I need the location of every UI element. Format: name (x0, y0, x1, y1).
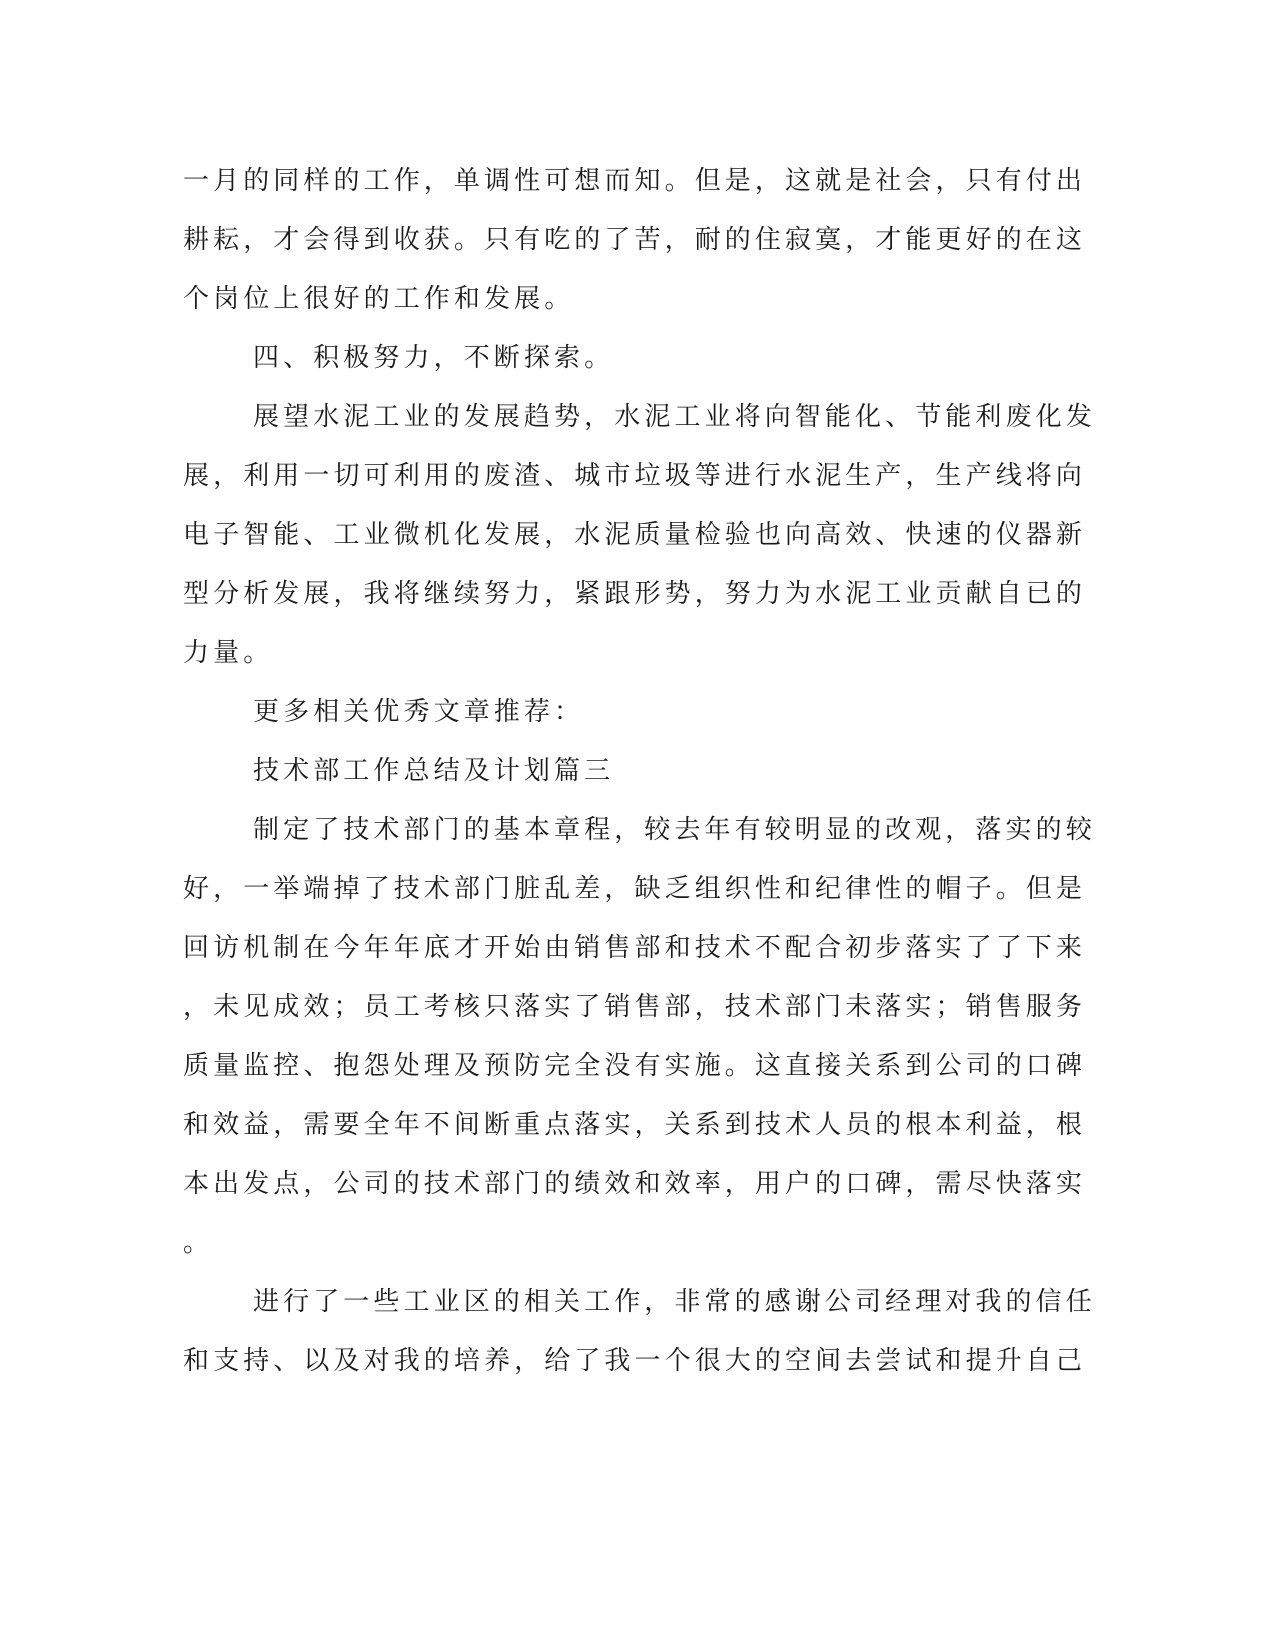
text-line: 。 (183, 1228, 214, 1258)
text-line: 展，利用一切可利用的废渣、城市垃圾等进行水泥生产，生产线将向 (183, 461, 1087, 491)
text-line: 和效益，需要全年不间断重点落实，关系到技术人员的根本利益，根 (183, 1110, 1087, 1140)
text-line: 电子智能、工业微机化发展，水泥质量检验也向高效、快速的仪器新 (183, 520, 1087, 550)
text-line: 和支持、以及对我的培养，给了我一个很大的空间去尝试和提升自己 (183, 1346, 1087, 1376)
text-line: 进行了一些工业区的相关工作，非常的感谢公司经理对我的信任 (253, 1287, 1096, 1317)
text-line: 耕耘，才会得到收获。只有吃的了苦，耐的住寂寞，才能更好的在这 (183, 225, 1087, 255)
text-line: 个岗位上很好的工作和发展。 (183, 284, 575, 314)
text-line: 型分析发展，我将继续努力，紧跟形势，努力为水泥工业贡献自已的 (183, 579, 1087, 609)
recommendation-heading: 更多相关优秀文章推荐： (253, 697, 585, 727)
article-title: 技术部工作总结及计划篇三 (253, 756, 615, 786)
text-line: 好，一举端掉了技术部门脏乱差，缺乏组织性和纪律性的帽子。但是 (183, 874, 1087, 904)
section-heading: 四、积极努力，不断探索。 (253, 343, 615, 373)
text-line: 展望水泥工业的发展趋势，水泥工业将向智能化、节能利废化发 (253, 402, 1096, 432)
text-line: 力量。 (183, 638, 274, 668)
text-line: 质量监控、抱怨处理及预防完全没有实施。这直接关系到公司的口碑 (183, 1051, 1087, 1081)
text-line: 回访机制在今年年底才开始由销售部和技术不配合初步落实了了下来 (183, 933, 1087, 963)
text-line: 一月的同样的工作，单调性可想而知。但是，这就是社会，只有付出 (183, 166, 1087, 196)
text-line: 本出发点，公司的技术部门的绩效和效率，用户的口碑，需尽快落实 (183, 1169, 1087, 1199)
text-line: ，未见成效；员工考核只落实了销售部，技术部门未落实；销售服务 (183, 992, 1087, 1022)
text-line: 制定了技术部门的基本章程，较去年有较明显的改观，落实的较 (253, 815, 1096, 845)
